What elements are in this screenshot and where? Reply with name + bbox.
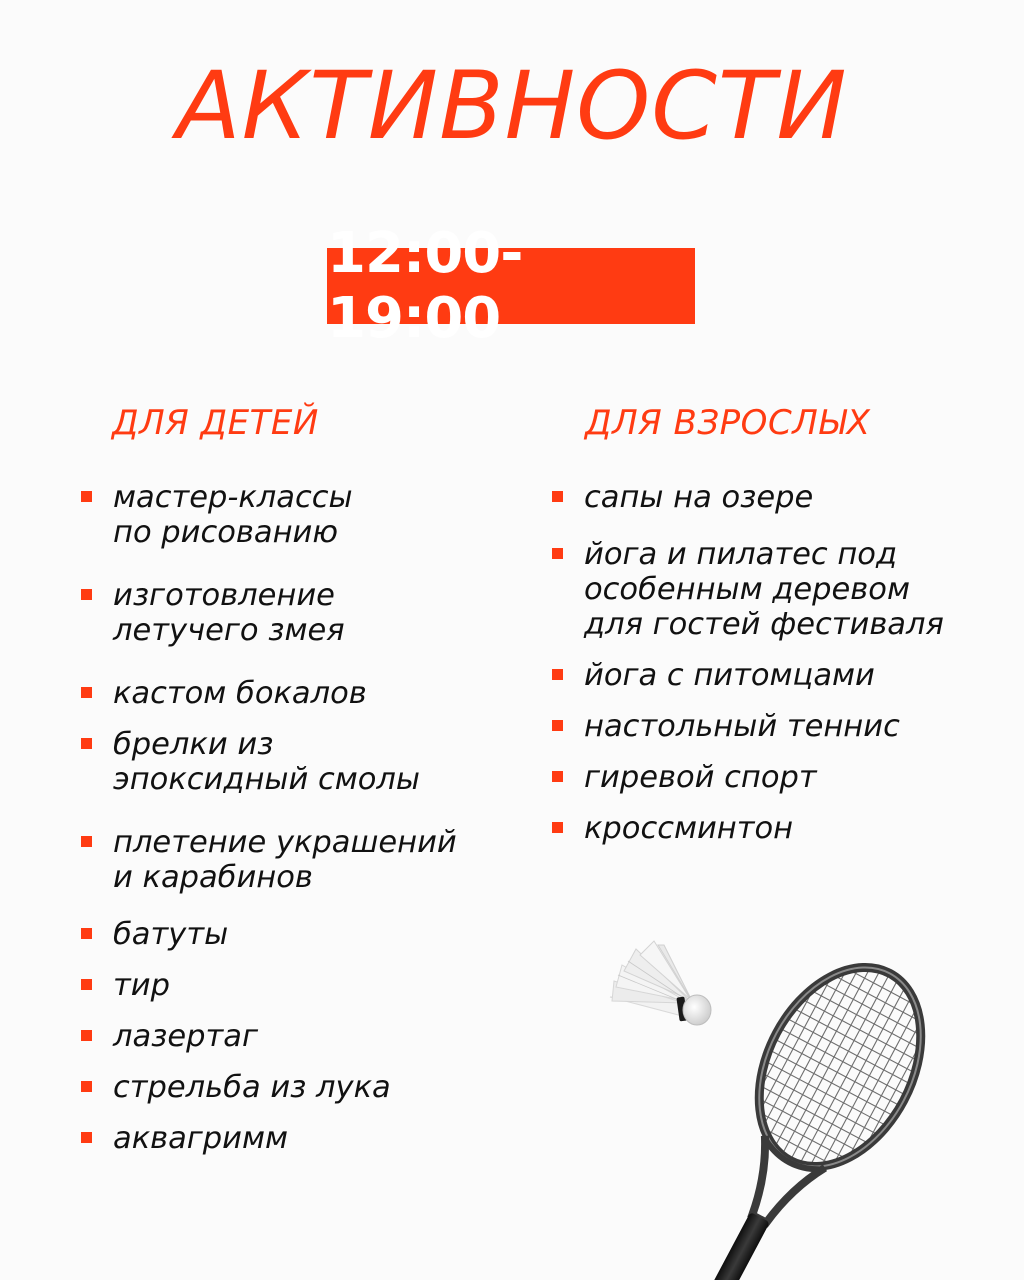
kids-heading: ДЛЯ ДЕТЕЙ: [112, 403, 319, 443]
bullet-icon: [81, 491, 92, 502]
bullet-icon: [81, 979, 92, 990]
bullet-icon: [81, 1030, 92, 1041]
item-line: кроссминтон: [584, 811, 794, 846]
bullet-icon: [81, 1081, 92, 1092]
item-line: эпоксидный смолы: [113, 762, 420, 797]
item-line: для гостей фестиваля: [584, 607, 944, 642]
bullet-icon: [552, 771, 563, 782]
item-line: тир: [113, 968, 170, 1003]
time-badge: [327, 221, 695, 351]
item-line: плетение украшений: [113, 825, 457, 860]
list-item: [78, 968, 518, 1003]
list-item: [549, 537, 1009, 642]
item-line: брелки из: [113, 727, 274, 762]
list-item: [549, 760, 1009, 795]
item-line: батуты: [113, 917, 229, 952]
bullet-icon: [81, 589, 92, 600]
tennis-racket-icon: [660, 955, 940, 1280]
item-line: гиревой спорт: [584, 760, 817, 795]
list-item: [78, 480, 518, 550]
item-line: кастом бокалов: [113, 676, 367, 711]
item-line: и карабинов: [113, 860, 313, 895]
kids-list: [78, 480, 518, 1156]
list-item: [78, 825, 518, 895]
list-item: [549, 811, 1009, 846]
bullet-icon: [81, 836, 92, 847]
bullet-icon: [81, 687, 92, 698]
item-line: сапы на озере: [584, 480, 814, 515]
page-title: АКТИВНОСТИ: [176, 52, 848, 161]
list-item: [78, 1019, 518, 1054]
bullet-icon: [552, 720, 563, 731]
list-item: [78, 917, 518, 952]
item-line: стрельба из лука: [113, 1070, 391, 1105]
list-item: [78, 1070, 518, 1105]
bullet-icon: [81, 1132, 92, 1143]
item-line: йога и пилатес под: [584, 537, 898, 572]
list-item: [549, 480, 1009, 515]
item-line: лазертаг: [113, 1019, 259, 1054]
list-item: [78, 1121, 518, 1156]
bullet-icon: [552, 491, 563, 502]
item-line: по рисованию: [113, 515, 339, 550]
list-item: [78, 727, 518, 797]
item-line: летучего змея: [113, 613, 345, 648]
adults-heading: ДЛЯ ВЗРОСЛЫХ: [585, 403, 871, 443]
list-item: [549, 709, 1009, 744]
item-line: аквагримм: [113, 1121, 289, 1156]
item-line: настольный теннис: [584, 709, 900, 744]
item-line: мастер-классы: [113, 480, 353, 515]
bullet-icon: [552, 822, 563, 833]
list-item: [78, 578, 518, 648]
item-line: йога с питомцами: [584, 658, 875, 693]
time-text: 12:00-19:00: [327, 221, 523, 351]
item-line: особенным деревом: [584, 572, 910, 607]
list-item: [78, 676, 518, 711]
bullet-icon: [81, 928, 92, 939]
adults-list: [549, 480, 1009, 846]
item-line: изготовление: [113, 578, 335, 613]
bullet-icon: [552, 548, 563, 559]
list-item: [549, 658, 1009, 693]
bullet-icon: [552, 669, 563, 680]
bullet-icon: [81, 738, 92, 749]
